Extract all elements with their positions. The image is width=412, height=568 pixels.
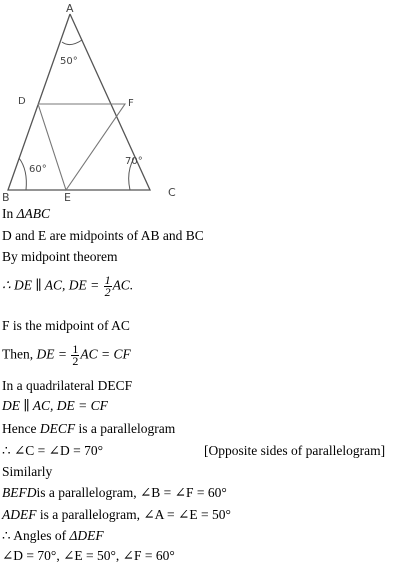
- text-line-5: F is the midpoint of AC: [2, 318, 130, 333]
- line-6-b: AC = CF: [80, 346, 131, 362]
- text-line-7: In a quadrilateral DECF: [2, 378, 133, 393]
- line-13-angles: ∠A = ∠E = 50°: [143, 507, 231, 522]
- line-12-text: is a parallelogram,: [36, 485, 140, 500]
- vertex-a-label: A: [66, 2, 74, 15]
- angle-arc-b: [19, 158, 26, 190]
- line-14-math: ΔDEF: [69, 528, 104, 543]
- text-line-2: D and E are midpoints of AB and BC: [2, 228, 204, 243]
- vertex-f-label: F: [128, 98, 134, 109]
- line-6-prefix: Then,: [2, 346, 37, 362]
- fraction-1-denominator: 2: [104, 285, 111, 299]
- fraction-2-denominator: 2: [72, 354, 79, 368]
- vertex-d-label: D: [18, 96, 26, 107]
- text-line-8: DE ∥ AC, DE = CF: [2, 398, 108, 413]
- triangle-figure: [0, 0, 190, 205]
- line-9-math: DECF: [39, 421, 76, 436]
- line-10-math: ∴ ∠C = ∠D = 70°: [2, 443, 103, 458]
- text-line-1: [2, 206, 50, 222]
- vertex-b-label: B: [2, 191, 10, 204]
- line-4-a: ∴ DE ∥ AC, DE =: [2, 277, 103, 293]
- angle-arc-a: [62, 40, 82, 45]
- line-13-math: ADEF: [2, 507, 37, 522]
- text-line-13: [2, 507, 231, 523]
- fraction-half-2: [71, 344, 79, 367]
- line-12-math: BEFD: [2, 485, 37, 500]
- text-line-9: [2, 421, 175, 437]
- angle-c-label: 70°: [125, 156, 143, 167]
- triangle-def: [38, 104, 125, 190]
- text-line-3: By midpoint theorem: [2, 249, 118, 264]
- fraction-2-numerator: 1: [72, 342, 79, 356]
- text-line-15: ∠D = 70°, ∠E = 50°, ∠F = 60°: [2, 548, 175, 563]
- text-line-10: [2, 443, 386, 459]
- line-9-suffix: is a parallelogram: [75, 421, 176, 436]
- line-12-angles: ∠B = ∠F = 60°: [139, 485, 227, 500]
- line-4-b: AC.: [112, 277, 134, 293]
- line-13-text: is a parallelogram,: [36, 507, 144, 522]
- fraction-half-1: [104, 275, 112, 298]
- line-6-a: DE =: [36, 346, 71, 362]
- fraction-1-numerator: 1: [104, 273, 111, 287]
- text-line-6: [2, 344, 131, 367]
- line-1-math: ΔABC: [16, 206, 51, 221]
- line-1-prefix: In: [2, 206, 17, 221]
- line-9-prefix: Hence: [2, 421, 40, 436]
- vertex-c-label: C: [168, 186, 176, 199]
- text-line-4: [2, 275, 133, 298]
- text-line-14: [2, 528, 104, 544]
- vertex-e-label: E: [64, 191, 71, 204]
- text-line-12: [2, 485, 227, 501]
- line-14-a: ∴ Angles of: [2, 528, 70, 543]
- text-line-11: Similarly: [2, 464, 53, 479]
- angle-a-label: 50°: [60, 56, 78, 67]
- reason-note: [Opposite sides of parallelogram]: [204, 443, 386, 458]
- angle-b-label: 60°: [29, 164, 47, 175]
